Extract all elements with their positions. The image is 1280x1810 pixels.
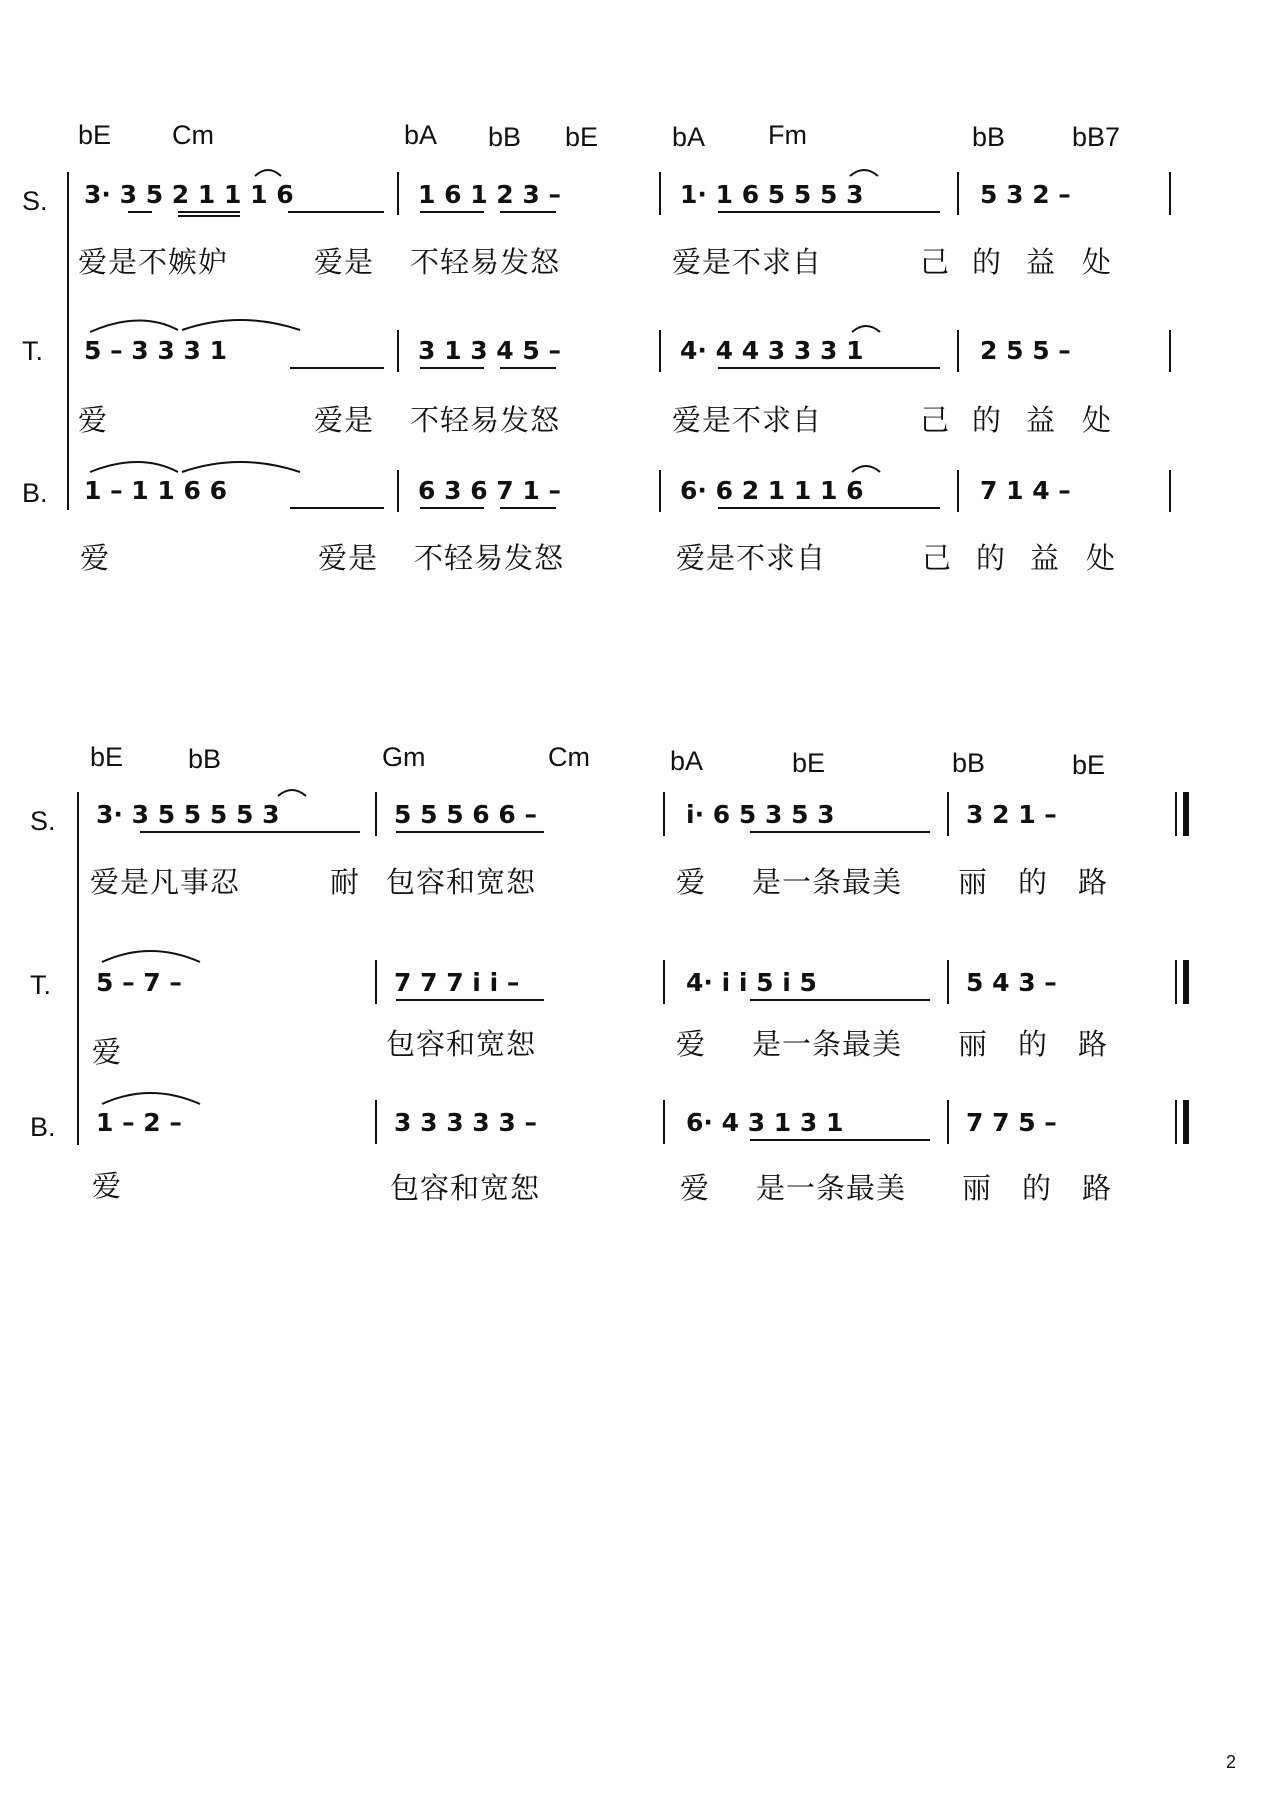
measure: 1 – 1 1 6 6 [84, 476, 227, 505]
lyric: 己 [920, 403, 951, 437]
measure: 1 6 1 2 3 – [418, 180, 561, 209]
lyric: 益 [1030, 541, 1061, 575]
part-label-bass: B. [22, 478, 48, 508]
measure: 1· 1 6 5 5 5 3 [680, 180, 864, 209]
measure: 5 – 3 3 3 1 [84, 336, 227, 365]
measure: 5 4 3 – [966, 968, 1057, 997]
measure: 6· 4 3 1 3 1 [686, 1108, 844, 1137]
lyric: 爱是 [314, 403, 375, 437]
lyric: 益 [1026, 245, 1057, 279]
chord-symbol: bB7 [1072, 122, 1121, 152]
part-label-soprano: S. [30, 806, 56, 836]
measure: 5 3 2 – [980, 180, 1071, 209]
lyric: 的 [972, 245, 1003, 279]
lyric: 己 [922, 541, 953, 575]
lyric: 爱是凡事忍 [90, 865, 241, 899]
lyric: 耐 [330, 865, 361, 899]
chord-symbol: bA [670, 746, 704, 776]
measure: 3 3 3 3 3 – [394, 1108, 537, 1137]
chord-symbol: bB [952, 748, 986, 778]
measure: i· 6 5 3 5 3 [686, 800, 835, 829]
chord-symbol: Cm [548, 742, 590, 772]
measure: 7 1 4 – [980, 476, 1071, 505]
lyric: 包容和宽恕 [390, 1171, 541, 1205]
lyric: 丽 [958, 1027, 989, 1061]
chord-symbol: bE [78, 120, 112, 150]
chord-symbol: bA [672, 122, 706, 152]
lyric: 的 [972, 403, 1003, 437]
chord-symbol: bE [792, 748, 826, 778]
lyric: 处 [1086, 541, 1117, 575]
lyric: 己 [920, 245, 951, 279]
measure: 3· 3 5 2 1 1 1 6 [84, 180, 294, 209]
lyric: 处 [1082, 403, 1113, 437]
lyric: 的 [976, 541, 1007, 575]
lyric: 爱是不嫉妒 [78, 245, 229, 279]
lyric: 路 [1082, 1171, 1113, 1205]
lyric: 是一条最美 [756, 1171, 907, 1205]
lyric: 不轻易发怒 [410, 403, 561, 437]
lyric: 不轻易发怒 [414, 541, 565, 575]
chord-symbol: Cm [172, 120, 214, 150]
measure: 6· 6 2 1 1 1 6 [680, 476, 864, 505]
measure: 7 7 5 – [966, 1108, 1057, 1137]
lyric: 的 [1022, 1171, 1053, 1205]
lyric: 爱是不求自 [672, 245, 823, 279]
lyric: 爱 [80, 541, 111, 575]
lyric: 爱 [680, 1171, 711, 1205]
chord-symbol: bB [972, 122, 1006, 152]
lyric: 路 [1078, 1027, 1109, 1061]
lyric: 爱 [78, 403, 109, 437]
measure: 1 – 2 – [96, 1108, 182, 1137]
chord-symbol: Gm [382, 742, 426, 772]
lyric: 丽 [962, 1171, 993, 1205]
lyric: 爱是不求自 [672, 403, 823, 437]
lyric: 是一条最美 [752, 865, 903, 899]
measure: 3· 3 5 5 5 5 3 [96, 800, 280, 829]
chord-symbol: Fm [768, 120, 807, 150]
part-label-soprano: S. [22, 186, 48, 216]
lyric: 包容和宽恕 [386, 865, 537, 899]
lyric: 是一条最美 [752, 1027, 903, 1061]
chord-symbol: bA [404, 120, 438, 150]
part-label-tenor: T. [30, 970, 52, 1000]
measure: 4· 4 4 3 3 3 1 [680, 336, 864, 365]
lyric: 爱 [676, 865, 707, 899]
lyric: 包容和宽恕 [386, 1027, 537, 1061]
part-label-tenor: T. [22, 336, 44, 366]
measure: 2 5 5 – [980, 336, 1071, 365]
lyric: 的 [1018, 1027, 1049, 1061]
chord-symbol: bB [488, 122, 522, 152]
measure: 3 2 1 – [966, 800, 1057, 829]
measure: 5 – 7 – [96, 968, 182, 997]
lyric: 爱是 [314, 245, 375, 279]
chord-symbol: bE [90, 742, 124, 772]
lyric: 处 [1082, 245, 1113, 279]
lyric: 爱是 [318, 541, 379, 575]
lyric: 爱是不求自 [676, 541, 827, 575]
lyric: 爱 [676, 1027, 707, 1061]
chord-symbol: bE [565, 122, 599, 152]
page-number: 2 [1226, 1752, 1237, 1772]
chord-symbol: bB [188, 744, 222, 774]
lyric: 丽 [958, 865, 989, 899]
lyric: 益 [1026, 403, 1057, 437]
lyric: 爱 [92, 1169, 123, 1203]
measure: 6 3 6 7 1 – [418, 476, 561, 505]
measure: 4· i i 5 i 5 [686, 968, 817, 997]
lyric: 路 [1078, 865, 1109, 899]
measure: 3 1 3 4 5 – [418, 336, 561, 365]
measure: 5 5 5 6 6 – [394, 800, 537, 829]
measure: 7 7 7 i i – [394, 968, 520, 997]
lyric: 的 [1018, 865, 1049, 899]
part-label-bass: B. [30, 1112, 56, 1142]
lyric: 爱 [92, 1035, 123, 1069]
lyric: 不轻易发怒 [410, 245, 561, 279]
chord-symbol: bE [1072, 750, 1106, 780]
